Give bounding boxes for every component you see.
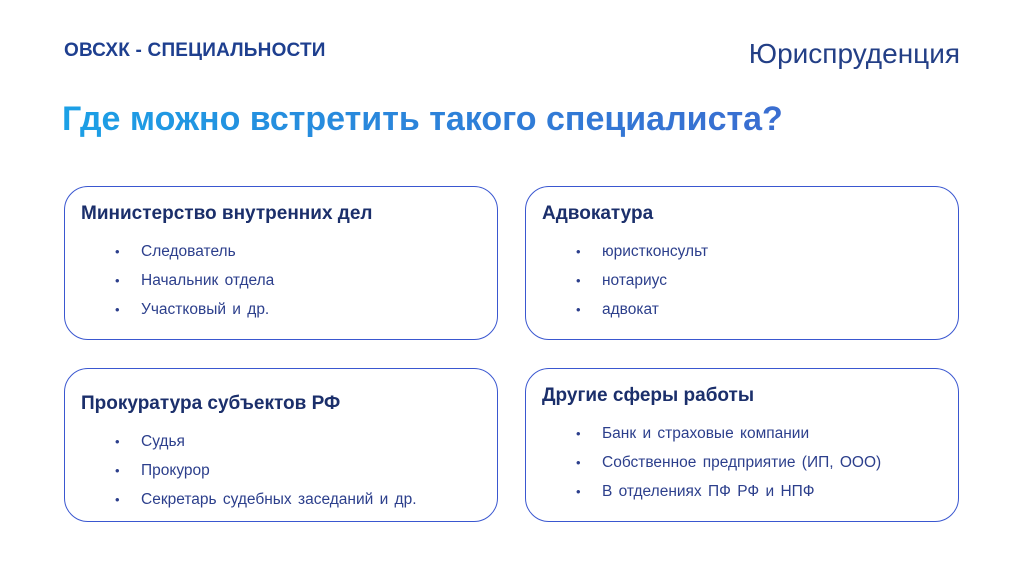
card-list xyxy=(576,237,708,324)
bullet-icon: • xyxy=(576,244,581,259)
bullet-icon: • xyxy=(576,302,581,317)
list-item xyxy=(115,266,274,295)
card-list xyxy=(115,237,274,324)
list-item xyxy=(576,477,881,506)
list-item xyxy=(115,427,417,456)
bullet-icon: • xyxy=(115,492,120,507)
card-other-spheres xyxy=(525,368,959,522)
brand-label: ОВСХК - СПЕЦИАЛЬНОСТИ xyxy=(64,40,326,61)
card-list xyxy=(115,427,417,514)
topic-label: Юриспруденция xyxy=(748,38,960,69)
list-item xyxy=(115,485,417,514)
bullet-icon: • xyxy=(115,463,120,478)
list-item-label: юристконсульт xyxy=(602,243,709,260)
list-item-label: Секретарь судебных заседаний и др. xyxy=(141,491,417,508)
bullet-icon: • xyxy=(576,455,581,470)
list-item-label: адвокат xyxy=(602,301,659,318)
card-title: Министерство внутренних дел xyxy=(81,203,373,224)
list-item-label: Прокурор xyxy=(141,462,210,479)
card-advokatura xyxy=(525,186,959,340)
card-title: Прокуратура субъектов РФ xyxy=(81,393,341,414)
card-prokuratura xyxy=(64,368,498,522)
card-mvd xyxy=(64,186,498,340)
list-item xyxy=(576,448,881,477)
bullet-icon: • xyxy=(576,426,581,441)
list-item xyxy=(115,295,274,324)
list-item-label: Начальник отдела xyxy=(141,272,275,289)
list-item-label: Банк и страховые компании xyxy=(602,425,810,442)
list-item-label: Собственное предприятие (ИП, ООО) xyxy=(602,454,882,471)
list-item xyxy=(115,456,417,485)
bullet-icon: • xyxy=(115,273,120,288)
list-item-label: В отделениях ПФ РФ и НПФ xyxy=(602,483,815,500)
bullet-icon: • xyxy=(576,273,581,288)
list-item-label: Участковый и др. xyxy=(141,301,270,318)
bullet-icon: • xyxy=(115,302,120,317)
bullet-icon: • xyxy=(576,484,581,499)
card-list xyxy=(576,419,881,506)
bullet-icon: • xyxy=(115,434,120,449)
list-item-label: Судья xyxy=(141,433,185,450)
list-item-label: нотариус xyxy=(602,272,667,289)
list-item xyxy=(576,266,708,295)
page-title: Где можно встретить такого специалиста? xyxy=(62,100,783,138)
card-title: Другие сферы работы xyxy=(542,385,755,406)
list-item xyxy=(115,237,274,266)
list-item xyxy=(576,419,881,448)
list-item-label: Следователь xyxy=(141,243,236,260)
card-title: Адвокатура xyxy=(542,203,654,224)
list-item xyxy=(576,237,708,266)
list-item xyxy=(576,295,708,324)
bullet-icon: • xyxy=(115,244,120,259)
